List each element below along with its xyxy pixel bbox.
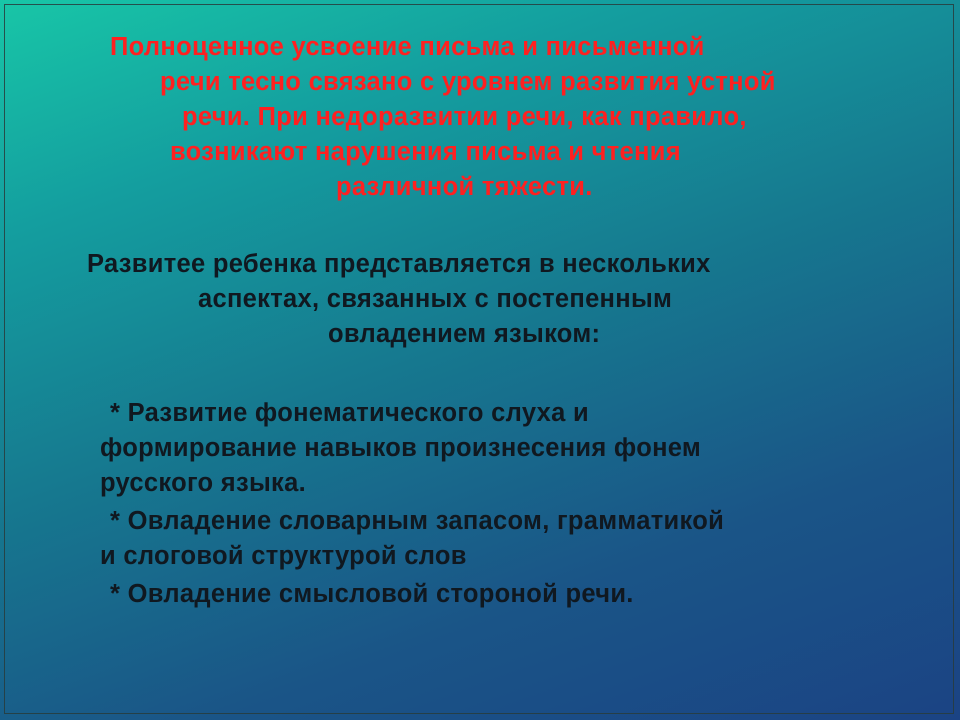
- aspect-item-vocabulary-grammar: [100, 504, 920, 574]
- intro-line-1: Развитее ребенка представляется в нескольких: [87, 250, 711, 278]
- heading-line-3: речи. При недоразвитии речи, как правило,: [182, 103, 747, 131]
- aspect-2-line-1: * Овладение словарным запасом, грамматикой: [110, 507, 725, 535]
- aspect-item-semantic-side: [100, 577, 920, 612]
- aspect-2-line-2: и слоговой структурой слов: [100, 542, 467, 570]
- aspect-1-line-2: формирование навыков произнесения фонем: [100, 434, 702, 462]
- intro-line-2: аспектах, связанных с постепенным: [198, 285, 673, 313]
- heading-line-1: Полноценное усвоение письма и письменной: [110, 33, 705, 61]
- intro-paragraph: [60, 247, 920, 352]
- aspect-3-line-1: * Овладение смысловой стороной речи.: [110, 580, 634, 608]
- heading-line-2: речи тесно связано с уровнем развития устной: [160, 68, 776, 96]
- aspect-1-line-1: * Развитие фонематического слуха и: [110, 399, 589, 427]
- aspect-item-phonemic-hearing: [100, 396, 920, 501]
- heading-line-4: возникают нарушения письма и чтения: [170, 138, 681, 166]
- heading-line-5: различной тяжести.: [336, 173, 593, 201]
- intro-line-3: овладением языком:: [328, 320, 601, 348]
- slide-heading-paragraph: [60, 30, 900, 205]
- aspects-list: [100, 396, 920, 612]
- aspect-1-line-3: русского языка.: [100, 469, 306, 497]
